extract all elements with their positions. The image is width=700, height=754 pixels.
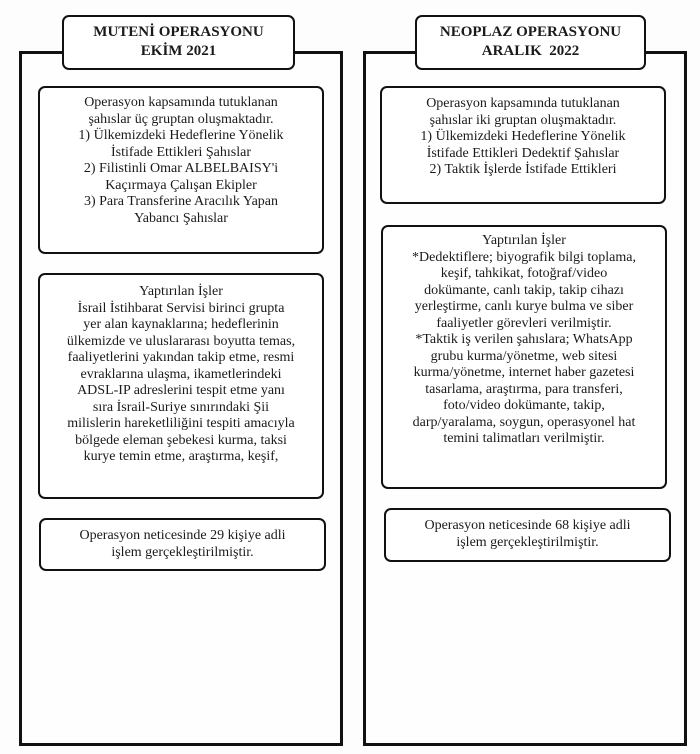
tasks-heading: Yaptırılan İşler <box>482 233 566 248</box>
text-line: dokümante, canlı takip, takip cihazı <box>424 282 624 298</box>
text-line: evraklarına ulaşma, ikametlerindeki <box>80 366 282 382</box>
text-line: Operasyon neticesinde 29 kişiye adli <box>79 528 286 543</box>
text-line: İstifade Ettikleri Dedektif Şahıslar <box>426 145 620 161</box>
text-line: yer alan kaynaklarına; hedeflerinin <box>83 317 279 332</box>
text-line: 1) Ülkemizdeki Hedeflerine Yönelik <box>78 128 284 143</box>
text-line: Operasyon kapsamında tutuklanan <box>84 95 278 110</box>
text-line: darp/yaralama, soygun, operasyonel hat <box>412 414 636 430</box>
right-tasks-box <box>381 225 667 489</box>
text-line: *Taktik iş verilen şahıslara; WhatsApp <box>415 332 633 347</box>
text-line: yerleştirme, canlı kurye bulma ve siber <box>414 299 634 314</box>
text-line: İsrail İstihbarat Servisi birinci grupta <box>77 300 285 316</box>
text-line: ülkemizde ve uluslararası boyutta temas, <box>66 333 296 349</box>
text-line: şahıslar iki gruptan oluşmaktadır. <box>429 112 617 128</box>
left-operation-title <box>62 15 295 70</box>
left-result-box <box>39 518 326 571</box>
text-line: grubu kurma/yönetme, web sitesi <box>430 348 618 364</box>
text-line: sıra İsrail-Suriye sınırındaki Şii <box>92 399 270 415</box>
text-line: kurye temin etme, araştırma, keşif, <box>83 449 279 464</box>
right-title-line1: NEOPLAZ OPERASYONU <box>439 24 622 40</box>
left-groups-box <box>38 86 324 254</box>
text-line: faaliyetlerini yakından takip etme, resmi <box>67 350 295 365</box>
text-line: *Dedektiflere; biyografik bilgi toplama, <box>412 249 636 265</box>
text-line: tasarlama, araştırma, para transferi, <box>425 381 623 397</box>
right-operation-title <box>415 15 646 70</box>
text-line: Operasyon neticesinde 68 kişiye adli <box>424 518 631 533</box>
text-line: Yabancı Şahıslar <box>134 210 228 226</box>
text-line: İstifade Ettikleri Şahıslar <box>111 144 251 160</box>
text-line: işlem gerçekleştirilmiştir. <box>456 534 599 550</box>
text-line: keşif, tahkikat, fotoğraf/video <box>440 266 608 281</box>
text-line: faaliyetler görevleri verilmiştir. <box>436 315 612 331</box>
right-title-line2: ARALIK 2022 <box>481 43 580 59</box>
text-line: Kaçırmaya Çalışan Ekipler <box>105 177 257 193</box>
text-line: 2) Filistinli Omar ALBELBAISY'i <box>83 161 279 176</box>
text-line: 1) Ülkemizdeki Hedeflerine Yönelik <box>420 129 626 144</box>
left-title-line2: EKİM 2021 <box>140 43 217 59</box>
left-title-line1: MUTENİ OPERASYONU <box>93 24 264 40</box>
text-line: 2) Taktik İşlerde İstifade Ettikleri <box>429 162 617 177</box>
text-line: 3) Para Transferine Aracılık Yapan <box>83 194 279 209</box>
left-tasks-box <box>38 273 324 499</box>
text-line: şahıslar üç gruptan oluşmaktadır. <box>88 111 274 127</box>
tasks-heading: Yaptırılan İşler <box>139 284 223 299</box>
text-line: milislerin hareketliliğini tespiti amacıyla <box>67 416 295 431</box>
text-line: kurma/yönetme, internet haber gazetesi <box>413 365 635 380</box>
text-line: foto/video dokümante, takip, <box>443 398 605 413</box>
text-line: temini talimatları verilmiştir. <box>443 431 605 446</box>
text-line: Operasyon kapsamında tutuklanan <box>426 96 620 111</box>
text-line: işlem gerçekleştirilmiştir. <box>111 544 254 560</box>
right-groups-box <box>380 86 666 204</box>
text-line: bölgede eleman şebekesi kurma, taksi <box>75 432 287 448</box>
right-result-box <box>384 508 671 562</box>
text-line: ADSL-IP adreslerini tespit etme yanı <box>77 383 285 398</box>
